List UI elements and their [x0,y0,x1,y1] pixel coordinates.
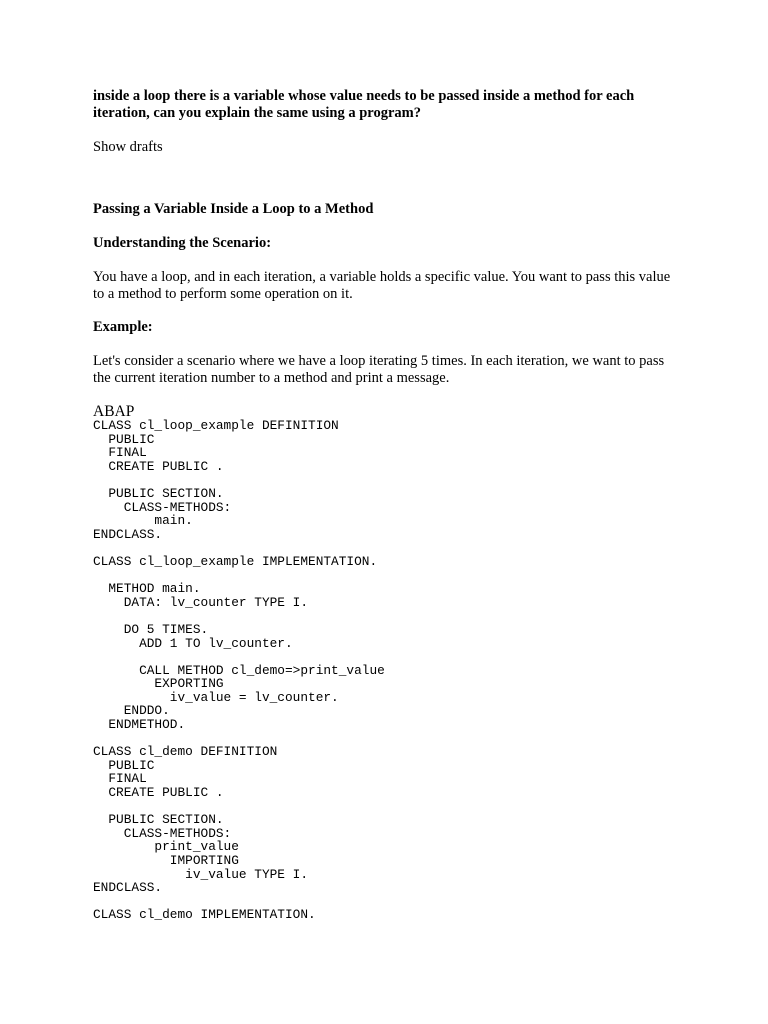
code-block: CLASS cl_loop_example DEFINITION PUBLIC FINAL CREATE PUBLIC . PUBLIC SECTION. CLASS-METHODS: main. ENDCLASS. CLASS cl_loop_example IMPLEMENTATION. METHOD main. DATA: lv_counter TYPE I. DO 5 TIMES. ADD 1 TO lv_counter. CALL METHOD cl_demo=>print_value EXPORTING iv_value = lv_counter. ENDDO. ENDMETHOD. CLASS cl_demo DEFINITION PUBLIC FINAL CREATE PUBLIC . PUBLIC SECTION. CLASS-METHODS: print_value IMPORTING iv_value TYPE I. ENDCLASS. CLASS cl_demo IMPLEMENTATION. [93,418,385,923]
understanding-heading: Understanding the Scenario: [93,235,272,251]
code-language-label: ABAP [93,403,135,420]
understanding-paragraph: You have a loop, and in each iteration, a variable holds a specific value. You want to pass this value to a method to perform some operation on it. [93,269,671,302]
document-page [93,88,693,923]
answer-title: Passing a Variable Inside a Loop to a Method [93,201,374,217]
question-text: inside a loop there is a variable whose value needs to be passed inside a method for each iteration, can you explain the same using a program? [93,88,635,121]
show-drafts-link[interactable]: Show drafts [93,139,163,155]
example-paragraph: Let's consider a scenario where we have a loop iterating 5 times. In each iteration, we want to pass the current iteration number to a method and print a message. [93,353,665,386]
example-heading: Example: [93,319,153,335]
